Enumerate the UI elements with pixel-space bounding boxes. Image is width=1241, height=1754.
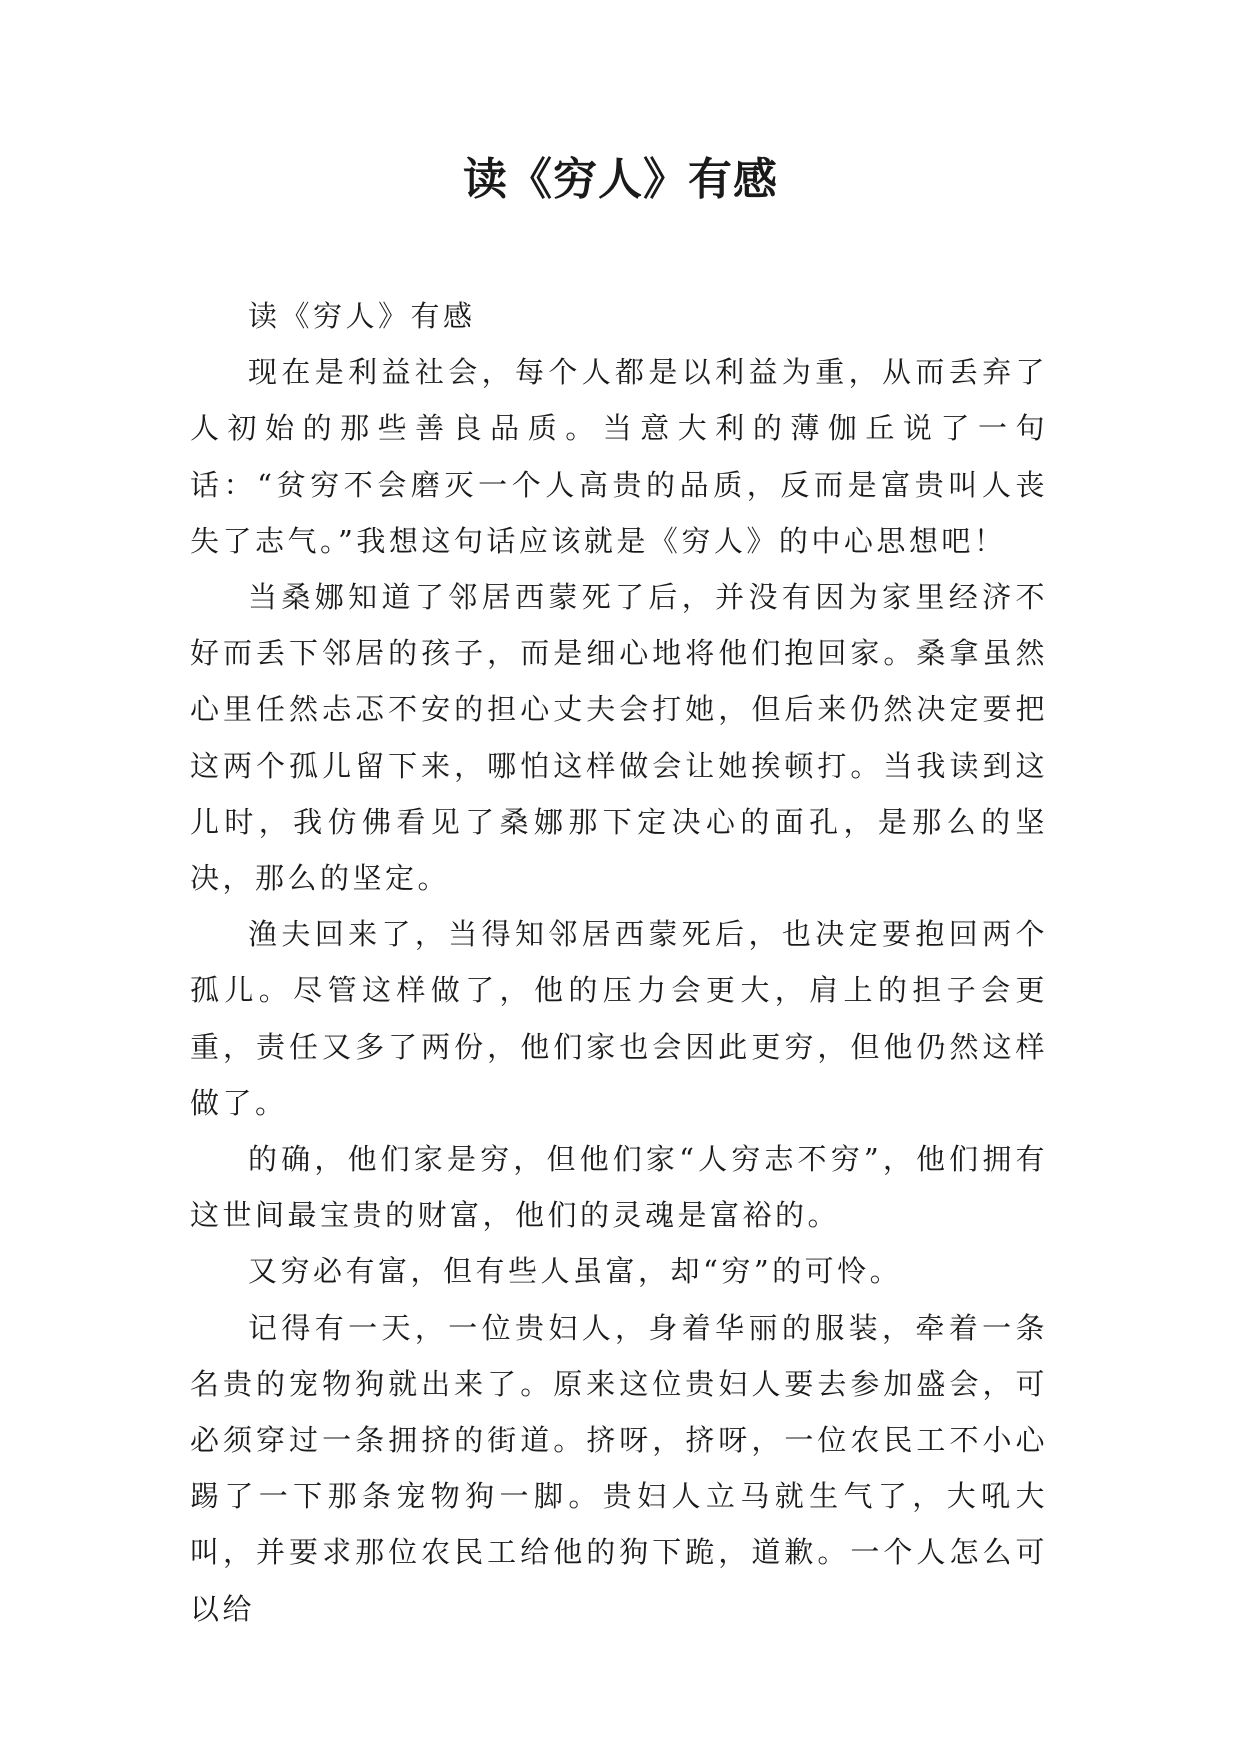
paragraph: 又穷必有富，但有些人虽富，却“穷”的可怜。 (248, 1254, 903, 1289)
paragraph: 现在是利益社会，每个人都是以利益为重，从而丢弃了人初始的那些善良品质。当意大利的薄伽丘说了一句话：“贫穷不会磨灭一个人高贵的品质，反而是富贵叫人丧失了志气。”我想这句话应该就是《穷人》的中心思想吧！ (190, 355, 1048, 558)
document-body (190, 288, 1048, 1637)
paragraph: 记得有一天，一位贵妇人，身着华丽的服装，牵着一条名贵的宠物狗就出来了。原来这位贵妇人要去参加盛会，可必须穿过一条拥挤的街道。挤呀，挤呀，一位农民工不小心踢了一下那条宠物狗一脚。贵妇人立马就生气了，大吼大叫，并要求那位农民工给他的狗下跪，道歉。一个人怎么可以给 (190, 1310, 1048, 1626)
paragraph: 渔夫回来了，当得知邻居西蒙死后，也决定要抱回两个孤儿。尽管这样做了，他的压力会更大，肩上的担子会更重，责任又多了两份，他们家也会因此更穷，但他仍然这样做了。 (190, 917, 1048, 1120)
document-title: 读《穷人》有感 (463, 154, 778, 205)
paragraph-subtitle: 读《穷人》有感 (248, 299, 476, 333)
paragraph: 当桑娜知道了邻居西蒙死了后，并没有因为家里经济不好而丢下邻居的孩子，而是细心地将他们抱回家。桑拿虽然心里任然忐忑不安的担心丈夫会打她，但后来仍然决定要把这两个孤儿留下来，哪怕这样做会让她挨顿打。当我读到这儿时，我仿佛看见了桑娜那下定决心的面孔，是那么的坚决，那么的坚定。 (190, 580, 1048, 896)
paragraph: 的确，他们家是穷，但他们家“人穷志不穷”，他们拥有这世间最宝贵的财富，他们的灵魂是富裕的。 (190, 1142, 1048, 1233)
